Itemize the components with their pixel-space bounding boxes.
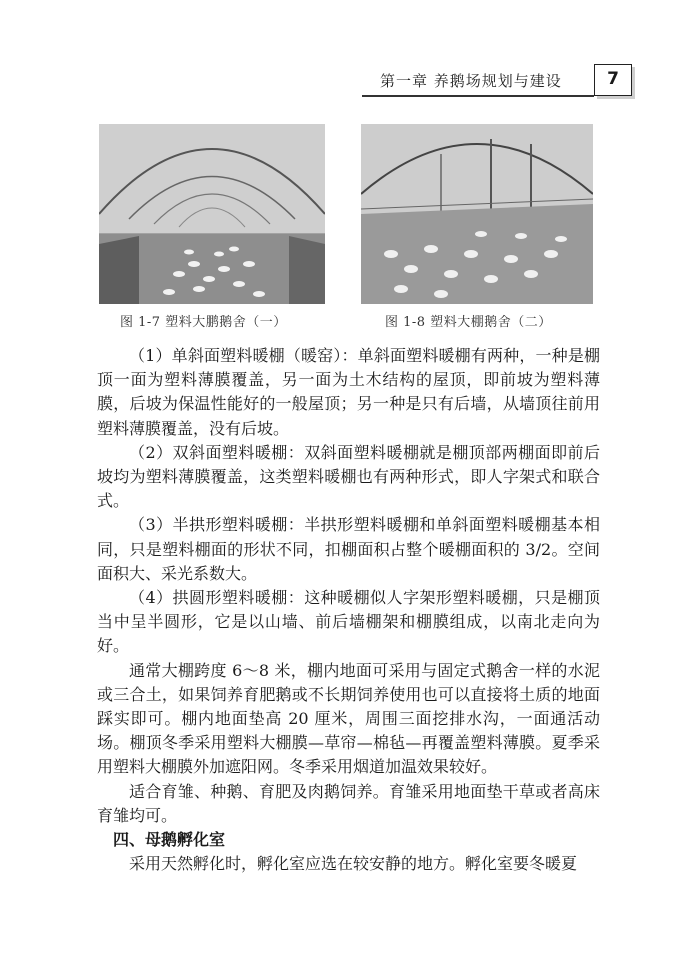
figure-1-8-photo (361, 124, 593, 304)
figure-1-7-photo (99, 124, 325, 304)
page-number: 7 (594, 64, 632, 96)
figure-1-7-caption: 图 1-7 塑料大鹏鹅舍（一） (120, 315, 287, 330)
paragraph: （1）单斜面塑料暖棚（暖窑）：单斜面塑料暖棚有两种，一种是棚顶一面为塑料薄膜覆盖，另一面为土木结构的屋顶，即前坡为塑料薄膜，后坡为保温性能好的一般屋顶；另一种是只有后墙，从墙顶往前用塑料薄膜覆盖，没有后坡。 (97, 346, 600, 438)
paragraph: （2）双斜面塑料暖棚：双斜面塑料暖棚就是棚顶部两棚面即前后坡均为塑料薄膜覆盖，这类塑料暖棚也有两种形式，即人字架式和联合式。 (97, 442, 600, 511)
chapter-title: 第一章 养鹅场规划与建设 (380, 72, 562, 90)
figure-1-8-caption: 图 1-8 塑料大棚鹅舍（二） (385, 315, 552, 330)
header-rule (362, 95, 594, 97)
paragraph: 采用天然孵化时，孵化室应选在较安静的地方。孵化室要冬暖夏 (129, 854, 578, 874)
paragraph: 适合育雏、种鹅、育肥及肉鹅饲养。育雏采用地面垫干草或者高床育雏均可。 (97, 781, 600, 825)
section-heading: 四、母鹅孵化室 (113, 830, 226, 850)
body-text (97, 344, 600, 876)
paragraph: （3）半拱形塑料暖棚：半拱形塑料暖棚和单斜面塑料暖棚基本相同，只是塑料棚面的形状不同，扣棚面积占整个暖棚面积的 3/2。空间面积大、采光系数大。 (97, 515, 600, 583)
paragraph: 通常大棚跨度 6～8 米，棚内地面可采用与固定式鹅舍一样的水泥或三合土，如果饲养育肥鹅或不长期饲养使用也可以直接将土质的地面踩实即可。棚内地面垫高 20 厘米，周围三面挖排水沟，一面通活动场。棚顶冬季采用塑料大棚膜—草帘—棉毡—再覆盖塑料薄膜。夏季采用塑料大棚膜外加遮阳网。冬季采用烟道加温效果较好。 (97, 660, 600, 777)
paragraph: （4）拱圆形塑料暖棚：这种暖棚似人字架形塑料暖棚，只是棚顶当中呈半圆形，它是以山墙、前后墙棚架和棚膜组成，以南北走向为好。 (97, 588, 600, 656)
